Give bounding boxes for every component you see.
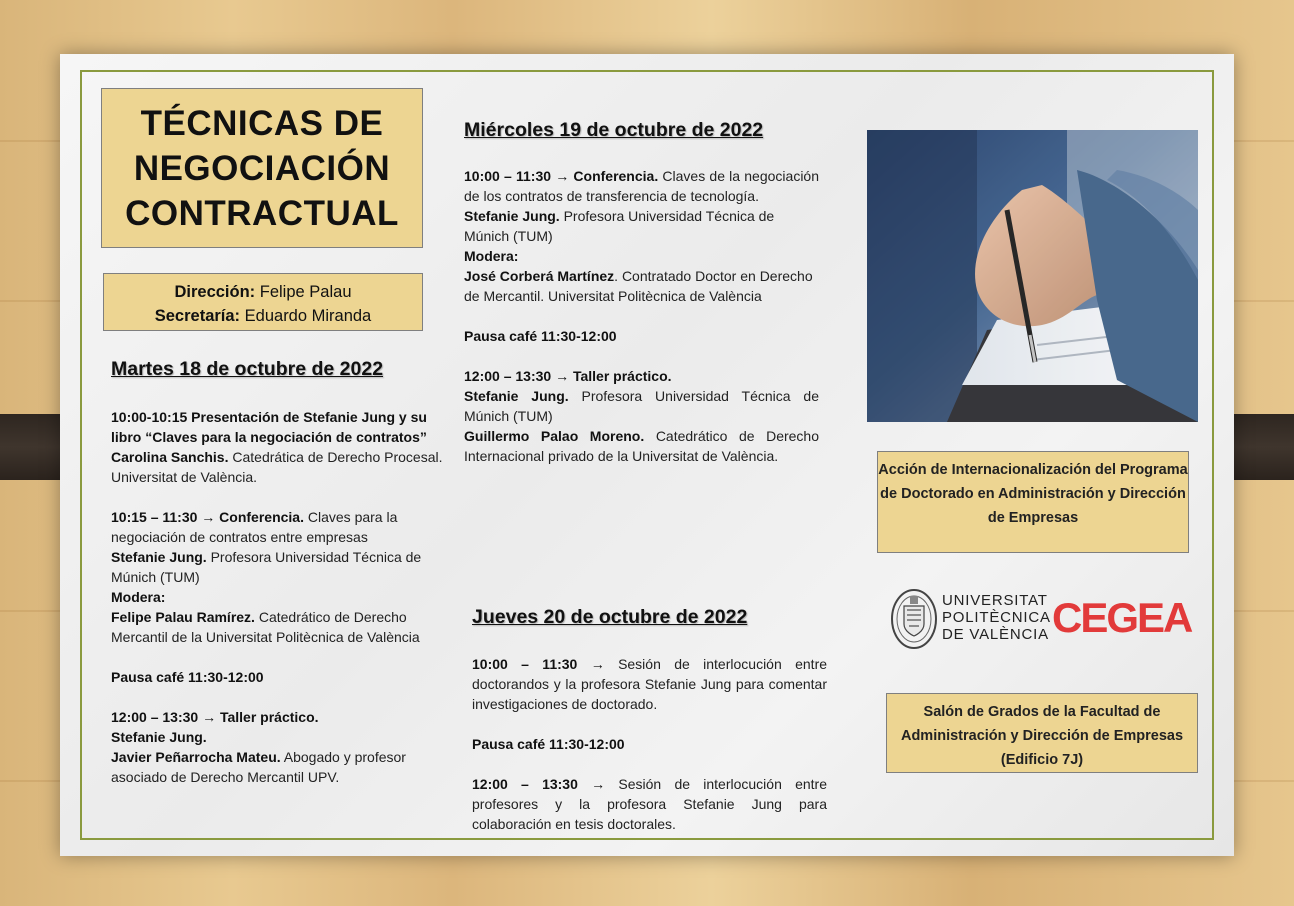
title-line-1: TÉCNICAS DE <box>140 103 384 143</box>
day1-s3-speaker: Stefanie Jung. <box>111 729 207 745</box>
day3-s1-desc: Sesión de interlocución entre doctorandos y la profesora Stefanie Jung para comentar investigaciones de doctorado. <box>472 656 828 712</box>
secretary-name: Eduardo Miranda <box>244 307 372 325</box>
upv-line-2: POLITÈCNICA <box>942 609 1051 626</box>
day2-modera: Modera: <box>464 248 519 264</box>
day3-schedule <box>472 654 827 834</box>
day1-modera: Modera: <box>111 589 166 605</box>
day2-s2-speaker-desc: Profesora Universidad Técnica de Múnich (TUM) <box>464 388 819 424</box>
day2-s1-mod-desc: . Contratado Doctor en Derecho de Mercantil. Universitat Politècnica de València <box>464 268 813 304</box>
direction-name: Felipe Palau <box>259 283 352 301</box>
day1-s3-time: 12:00 – 13:30 → Taller práctico. <box>111 709 319 725</box>
day1-s2-speaker-desc: Profesora Universidad Técnica de Múnich (TUM) <box>111 549 422 585</box>
day3-s1-time: 10:00 – 11:30 → <box>472 656 605 672</box>
title-line-2: NEGOCIACIÓN <box>133 148 391 188</box>
day1-title: Martes 18 de octubre de 2022 <box>111 358 384 380</box>
secretary-label: Secretaría: <box>154 307 241 325</box>
day2-s1-desc: Claves de la negociación de los contratos de transferencia de tecnología. <box>464 168 819 204</box>
venue-box: Salón de Grados de la Facultad de Administración y Dirección de Empresas (Edificio 7J) <box>886 693 1198 773</box>
day1-s2-time: 10:15 – 11:30 → Conferencia. <box>111 509 304 525</box>
day1-schedule <box>111 407 446 787</box>
accion-box: Acción de Internacionalización del Programa de Doctorado en Administración y Dirección de Empresas <box>877 451 1189 553</box>
day2-schedule <box>464 166 819 466</box>
day1-s1-desc: Catedrática de Derecho Procesal. Universitat de València. <box>111 449 443 485</box>
day1-s3-name2: Javier Peñarrocha Mateu. <box>111 749 281 765</box>
day2-pausa: Pausa café 11:30-12:00 <box>464 328 617 344</box>
day2-s2-name2: Guillermo Palao Moreno. <box>464 428 645 444</box>
day2-s2-time: 12:00 – 13:30 → Taller práctico. <box>464 368 672 384</box>
day3-title: Jueves 20 de octubre de 2022 <box>472 606 748 628</box>
day1-s1-name: Carolina Sanchis. <box>111 449 229 465</box>
day3-s2-desc: Sesión de interlocución entre profesores y la profesora Stefanie Jung para colaboración en tesis doctorales. <box>472 776 828 832</box>
day1-s2-speaker: Stefanie Jung. <box>111 549 207 565</box>
direction-box <box>103 273 423 331</box>
day2-s2-speaker: Stefanie Jung. <box>464 388 569 404</box>
day1-s3-desc2: Abogado y profesor asociado de Derecho Mercantil UPV. <box>111 749 406 785</box>
day1-s2-mod-name: Felipe Palau Ramírez. <box>111 609 255 625</box>
upv-line-3: DE VALÈNCIA <box>942 626 1049 643</box>
day3-s2-time: 12:00 – 13:30 → <box>472 776 606 792</box>
day2-title: Miércoles 19 de octubre de 2022 <box>464 119 764 141</box>
day2-s1-speaker: Stefanie Jung. <box>464 208 560 224</box>
cegea-logo: CEGEA <box>1052 594 1192 641</box>
logos-area <box>890 586 1190 656</box>
upv-wordmark <box>942 592 1051 643</box>
day2-s2-desc2: Catedrático de Derecho Internacional privado de la Universitat de València. <box>464 428 819 464</box>
day1-s2-mod-desc: Catedrático de Derecho Mercantil de la Universitat Politècnica de València <box>111 609 420 645</box>
day3-pausa: Pausa café 11:30-12:00 <box>472 736 625 752</box>
day2-s1-speaker-desc: Profesora Universidad Técnica de Múnich (TUM) <box>464 208 775 244</box>
day1-pausa: Pausa café 11:30-12:00 <box>111 669 264 685</box>
day2-s1-mod-name: José Corberá Martínez <box>464 268 615 284</box>
title-box <box>101 88 423 248</box>
upv-line-1: UNIVERSITAT <box>942 592 1048 609</box>
day2-s1-time: 10:00 – 11:30 → Conferencia. <box>464 168 659 184</box>
signing-photo <box>867 130 1198 422</box>
day1-s2-desc: Claves para la negociación de contratos entre empresas <box>111 509 398 545</box>
upv-seal-icon <box>890 588 938 650</box>
signing-photo-illustration <box>867 130 1198 422</box>
day1-s1-head: 10:00-10:15 Presentación de Stefanie Jung y su libro “Claves para la negociación de contratos” <box>111 409 427 445</box>
direction-label: Dirección: <box>174 283 256 301</box>
title-line-3: CONTRACTUAL <box>125 193 399 233</box>
